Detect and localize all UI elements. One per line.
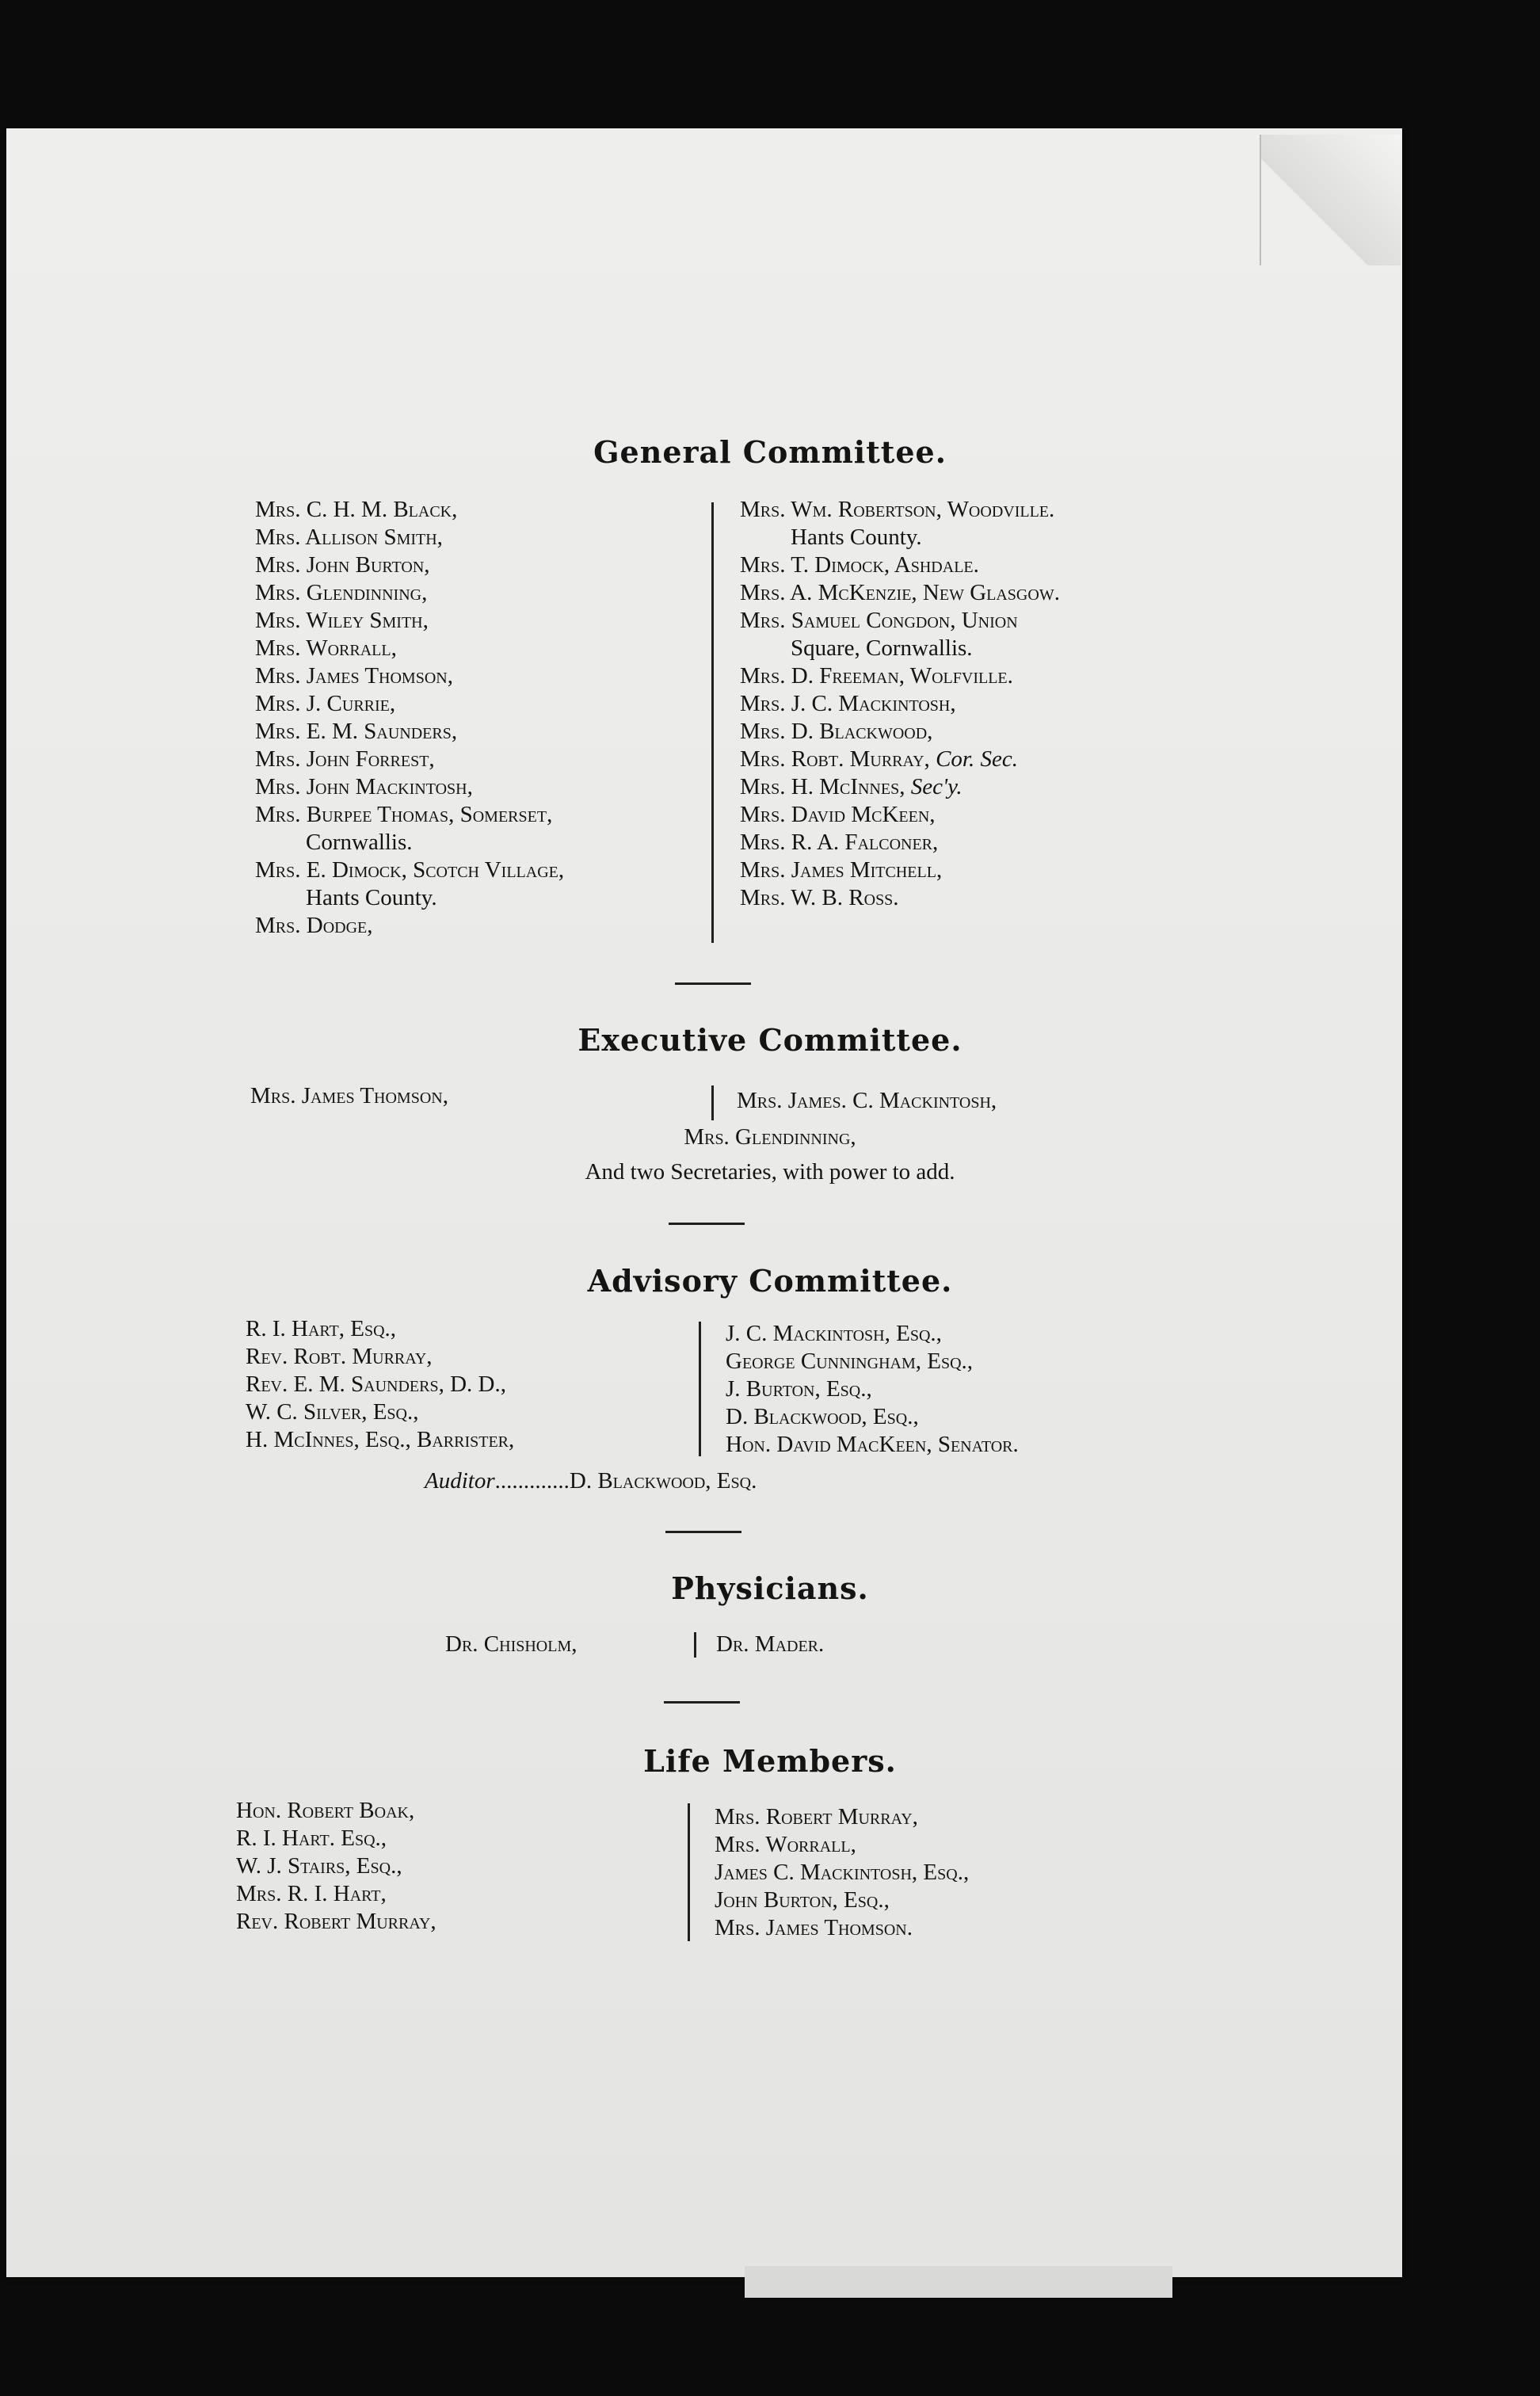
list-item: Rev. Robert Murray,	[236, 1909, 436, 1934]
member-name: Mrs. H. McInnes,	[740, 774, 905, 799]
list-item: Mrs. J. Currie,	[255, 691, 396, 716]
list-item: John Burton, Esq.,	[715, 1887, 890, 1913]
paper-edge	[745, 2266, 1172, 2298]
life-members-heading: Life Members.	[643, 1743, 897, 1779]
life-members-left-list	[236, 1797, 436, 1936]
list-item: Mrs. Glendinning,	[255, 580, 428, 605]
advisory-committee-left-list	[246, 1315, 514, 1454]
list-item: Mrs. J. C. Mackintosh,	[740, 691, 956, 716]
general-committee-right-list	[740, 496, 1060, 912]
member-role: Cor. Sec.	[936, 746, 1018, 772]
list-item: H. McInnes, Esq., Barrister,	[246, 1427, 515, 1452]
list-item: R. I. Hart. Esq.,	[236, 1826, 387, 1851]
list-item: Mrs. Wm. Robertson, Woodville.	[740, 497, 1055, 522]
list-item: Mrs. T. Dimock, Ashdale.	[740, 552, 979, 578]
column-divider	[711, 1085, 714, 1120]
list-item: Mrs. R. A. Falconer,	[740, 830, 939, 855]
list-item: Mrs. D. Blackwood,	[740, 719, 933, 744]
list-item: W. C. Silver, Esq.,	[246, 1399, 419, 1425]
member-name: Mrs. Robt. Murray,	[740, 746, 930, 772]
physician-left: Dr. Chisholm,	[445, 1631, 578, 1657]
list-item: Mrs. E. Dimock, Scotch Village,	[255, 857, 565, 883]
list-item: Mrs. E. M. Saunders,	[255, 719, 458, 744]
section-divider	[669, 1223, 745, 1225]
executive-center-member: Mrs. Glendinning,	[684, 1124, 856, 1150]
list-item	[740, 746, 1060, 773]
list-item: Rev. E. M. Saunders, D. D.,	[246, 1372, 506, 1397]
list-item: Mrs. Worrall,	[715, 1832, 856, 1857]
list-item: Mrs. Robert Murray,	[715, 1804, 918, 1829]
executive-right-member: Mrs. James. C. Mackintosh,	[737, 1088, 997, 1113]
list-item: Mrs. John Mackintosh,	[255, 774, 473, 799]
list-item: Mrs. A. McKenzie, New Glasgow.	[740, 580, 1060, 605]
list-item: Mrs. W. B. Ross.	[740, 885, 899, 910]
list-item: Mrs. C. H. M. Black,	[255, 497, 458, 522]
list-item: Mrs. James Thomson.	[715, 1915, 913, 1940]
advisory-committee-heading: Advisory Committee.	[587, 1263, 953, 1299]
column-divider	[694, 1632, 696, 1658]
column-divider	[699, 1322, 701, 1456]
list-item: J. Burton, Esq.,	[726, 1376, 872, 1402]
general-committee-left-list	[255, 496, 564, 940]
list-item: D. Blackwood, Esq.,	[726, 1404, 919, 1429]
auditor-label: Auditor	[425, 1468, 495, 1494]
list-item: Hon. David MacKeen, Senator.	[726, 1432, 1019, 1457]
folded-corner	[1260, 135, 1401, 265]
auditor-name: D. Blackwood, Esq.	[569, 1468, 757, 1494]
section-divider	[675, 982, 751, 985]
list-item: R. I. Hart, Esq.,	[246, 1316, 397, 1341]
list-item: Mrs. Burpee Thomas, Somerset,	[255, 802, 553, 827]
list-item: Mrs. Dodge,	[255, 913, 373, 938]
column-divider	[711, 502, 714, 943]
list-item: J. C. Mackintosh, Esq.,	[726, 1321, 942, 1346]
list-item-continuation: Square, Cornwallis.	[791, 635, 973, 661]
physician-right: Dr. Mader.	[716, 1631, 825, 1657]
list-item-continuation: Cornwallis.	[306, 830, 413, 855]
auditor-line	[425, 1467, 757, 1495]
column-divider	[688, 1803, 690, 1941]
auditor-leader: .............	[494, 1468, 570, 1494]
physicians-heading: Physicians.	[671, 1570, 869, 1606]
advisory-committee-right-list	[726, 1320, 1019, 1459]
list-item: James C. Mackintosh, Esq.,	[715, 1860, 970, 1885]
executive-left-member: Mrs. James Thomson,	[250, 1083, 448, 1108]
list-item-continuation: Hants County.	[306, 885, 437, 910]
list-item	[740, 773, 1060, 801]
list-item: Mrs. Wiley Smith,	[255, 608, 429, 633]
list-item: Rev. Robt. Murray,	[246, 1344, 433, 1369]
list-item: W. J. Stairs, Esq.,	[236, 1853, 402, 1879]
general-committee-heading: General Committee.	[593, 434, 947, 470]
list-item: Mrs. D. Freeman, Wolfville.	[740, 663, 1013, 689]
list-item: Mrs. Allison Smith,	[255, 525, 443, 550]
list-item-continuation: Hants County.	[791, 525, 922, 550]
member-role: Sec'y.	[910, 774, 962, 799]
list-item: Mrs. James Mitchell,	[740, 857, 943, 883]
executive-committee-heading: Executive Committee.	[578, 1022, 962, 1058]
list-item: Mrs. David McKeen,	[740, 802, 936, 827]
list-item: Mrs. John Forrest,	[255, 746, 435, 772]
list-item: George Cunningham, Esq.,	[726, 1349, 974, 1374]
section-divider	[665, 1531, 741, 1533]
list-item: Mrs. John Burton,	[255, 552, 430, 578]
section-divider	[664, 1701, 740, 1704]
list-item: Mrs. R. I. Hart,	[236, 1881, 387, 1906]
list-item: Hon. Robert Boak,	[236, 1798, 415, 1823]
list-item: Mrs. Worrall,	[255, 635, 397, 661]
life-members-right-list	[715, 1803, 969, 1942]
list-item: Mrs. James Thomson,	[255, 663, 453, 689]
executive-note: And two Secretaries, with power to add.	[585, 1159, 955, 1185]
list-item: Mrs. Samuel Congdon, Union	[740, 608, 1018, 633]
